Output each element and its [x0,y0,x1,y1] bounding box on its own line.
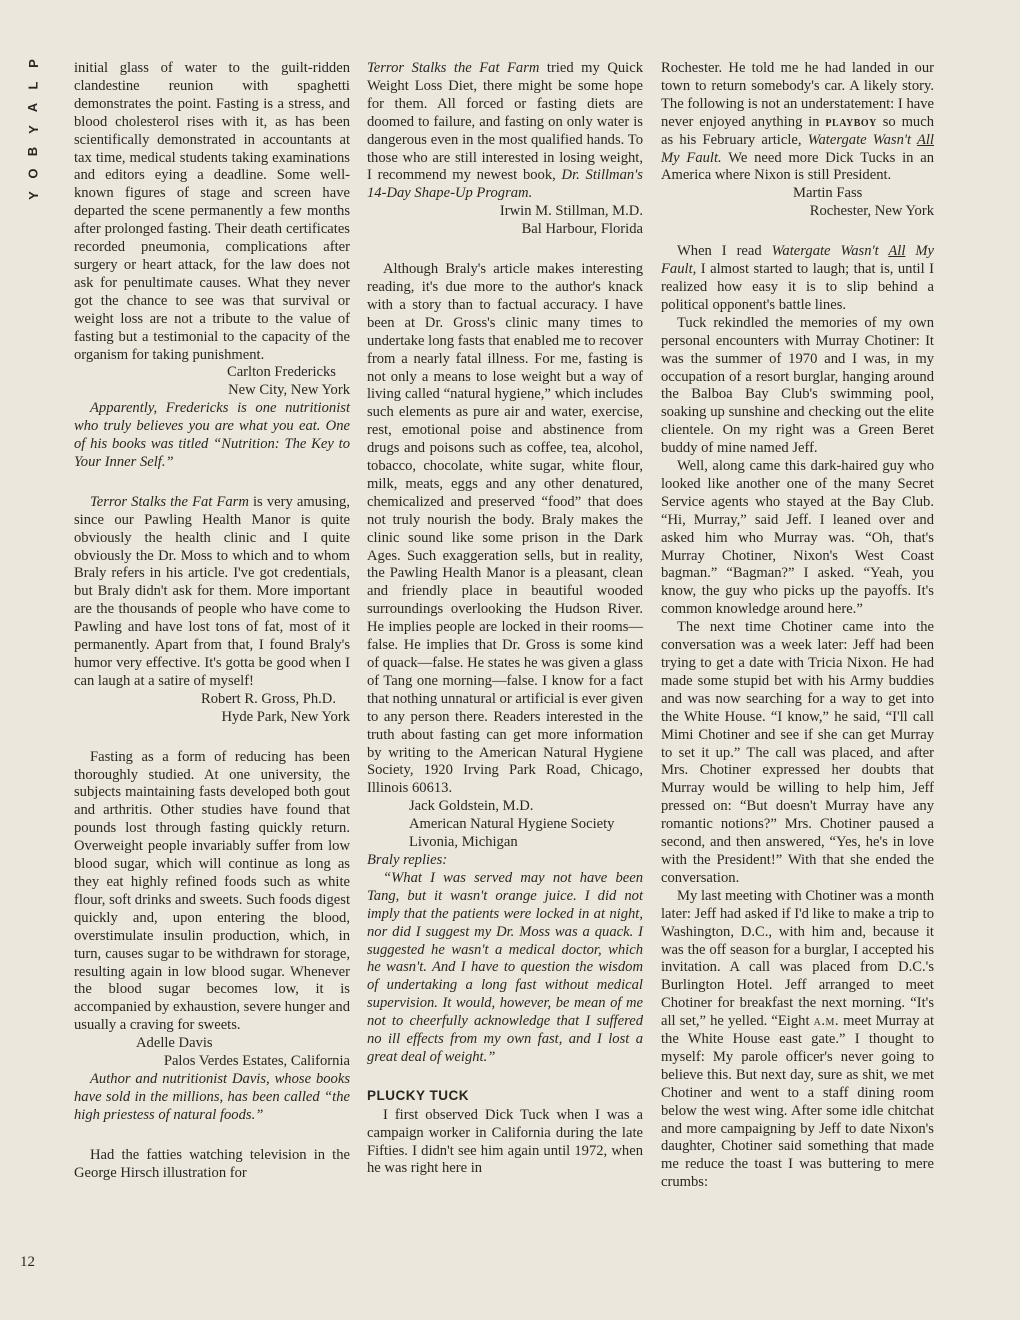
masthead-letter: O [25,168,41,179]
reply-intro: Braly replies: [367,851,448,868]
signature-place: Bal Harbour, Florida [521,221,643,238]
article-title: Terror Stalks the Fat Farm [90,493,249,510]
section-heading: PLUCKY TUCK [367,1087,470,1103]
masthead-letter: Y [25,191,41,200]
masthead [18,56,48,203]
masthead-letter: A [25,102,41,113]
editor-reply: Apparently, Fredericks is one nutritionist who truly believes you are what you eat. One of his books was titled “Nutrition: The Key to Your Inner Self.” [74,400,350,470]
letter-paragraph: Tuck rekindled the memories of my own personal encounters with Murray Chotiner: It was the summer of 1970 and I was, in my occupation of a resort burglar, hanging around the Balboa Bay Club's swimming pool, soaking up sunshine and checking out the elite clientele. On my right was a Green Beret buddy of mine named Jeff. [661,314,934,457]
letter-paragraph: When I read Watergate Wasn't All My Fault, I almost started to laugh; that is, until I realized how easy it is to slip behind a political opponent's battle lines. [661,243,934,313]
letter-paragraph: Had the fatties watching television in the George Hirsch illustration for [74,1146,350,1181]
masthead-letter: B [25,146,41,157]
article-title: Terror Stalks the Fat Farm [367,60,540,76]
book-title: Dr. Stillman's 14-Day Shape-Up Program. [367,167,643,202]
signature-place: New City, New York [228,382,350,399]
signature-place: Palos Verdes Estates, California [163,1053,350,1070]
letter-paragraph: Rochester. He told me he had landed in our town to return somebody's car. A likely story. The following is not an understatement: I have never enjoyed anything in playboy so much as his February article, Watergate Wasn't All My Fault. We need more Dick Tucks in an America where Nixon is still President. [661,60,934,184]
letter-paragraph: My last meeting with Chotiner was a month later: Jeff had asked if I'd like to make a trip to Washington, D.C., with him and, because it was the off season for a burglar, I accepted his invitation. A call was placed from D.C.'s Burlington Hotel. Jeff arranged to meet Chotiner for breakfast the next morning. “It's all set,” he yelled. “Eight a.m. meet Murray at the White House east gate.” I thought to myself: My parole officer's never going to believe this. But next day, sure as shit, we met Chotiner and went to a staff dining room below the west wing. After some idle chitchat and more campaigning by Jeff to date Nixon's daughter, Chotiner said something that made me reduce the toast I was buttering to mere crumbs: [661,887,934,1191]
magazine-name: playboy [825,113,877,130]
letter-paragraph: Although Braly's article makes interesting reading, it's due more to the author's knack with a story than to factual accuracy. I have been at Dr. Gross's clinic many times to undertake long fasts that enabled me to recover from a nearly fatal illness. For me, fasting is not only a means to lose weight but a way of living called “natural hygiene,” which includes such elements as pure air and water, exercise, rest, emotional poise and abstinence from drugs and poisons such as coffee, tea, alcohol, tobacco, chocolate, white sugar, white flour, milk, meats, eggs and any other denatured, chemicalized and preserved “food” that does not truly nourish the body. Braly makes the clinic sound like some prison in the Dark Ages. Such exaggeration sells, but in reality, the Pawling Health Manor is a pleasant, clean and friendly place in beautiful wooded surroundings overlooking the Hudson River. He implies people are locked in their rooms—false. He implies that Dr. Gross is some kind of quack—false. He states he was given a glass of Tang one morning—false. I know for a fact that nothing unnatural or artificial is ever given to any person there. Readers interested in the truth about fasting can get more information by writing to the American Natural Hygiene Society, 1920 Irving Park Road, Chicago, Illinois 60613. [367,261,643,797]
signature-name: Robert R. Gross, Ph.D. [201,690,336,707]
signature-place: Rochester, New York [809,203,934,220]
article-title: Watergate Wasn't All My Fault, [661,243,934,278]
letter-paragraph: Terror Stalks the Fat Farm tried my Quick Weight Loss Diet, there might be some hope for them. All forced or fasting diets are doomed to failure, and fasting on only water is dangerous even in the most qualified hands. To those who are still interested in losing weight, I recommend my newest book, Dr. Stillman's 14-Day Shape-Up Program. [367,60,643,202]
signature-place: Livonia, Michigan [409,834,518,851]
signature-name: Martin Fass [793,185,863,202]
masthead-letter: L [25,81,41,90]
letter-paragraph: Well, along came this dark-haired guy who looked like another one of the many Secret Service agents who stayed at the Bay Club. “Hi, Murray,” said Jeff. I leaned over and asked him who Murray was. “Oh, that's Murray Chotiner, Nixon's West Coast bagman.” “Bagman?” I asked. “Yeah, you know, the guy who picks up the payoffs. It's common knowledge around here.” [661,458,934,618]
letter-paragraph: I first observed Dick Tuck when I was a campaign worker in California during the late Fifties. I didn't see him again until 1972, when he was right here in [367,1106,643,1177]
signature-org: American Natural Hygiene Society [409,816,615,833]
signature-name: Adelle Davis [136,1035,213,1052]
time-abbrev: a.m. [813,1013,840,1030]
letter-paragraph: initial glass of water to the guilt-ridden clandestine reunion with spaghetti demonstrates the point. Fasting is a stress, and blood cholesterol rises with it, as has been scientifically demonstrated in accountants at tax time, medical students taking examinations and editors eying a deadline. Some well-known figures of stage and screen have departed the scene permanently a few months after prolonged fasting. Their death certificates recorded pneumonia, complications after surgery or heart attack, for the law does not ask for penultimate causes. What they never got the chance to see was that survival or weight loss are not a tribute to the value of fasting but a testimonial to the capacity of the organism for taking punishment. [74,60,350,363]
author-reply: “What I was served may not have been Tang, but it wasn't orange juice. I did not imply that the patients were locked in at night, nor did I suggest my Dr. Moss was a quack. I suggested he wasn't a medical doctor, which he wasn't. And I have to question the wisdom of undertaking a long fast without medical supervision. It would, however, be mean of me not to cheerfully acknowledge that I suffered no ill effects from my own fast, and I lost a great deal of weight.” [367,869,643,1065]
page-number: 12 [20,1254,35,1270]
letter-paragraph: Fasting as a form of reducing has been thoroughly studied. At one university, the subjects maintaining fasts developed both gout and arthritis. Other studies have found that pounds lost through fasting quickly return. Overweight people invariably suffer from low blood sugar, which will continue as long as they eat highly refined foods such as white flour, soft drinks and sweets. Such foods digest quickly and, upon entering the blood, overstimulate insulin production, which, in turn, causes sugar to be withdrawn for storage, resulting again in low blood sugar. Whenever the blood sugar becomes low, it is accompanied by exhaustion, severe hunger and usually a craving for sweets. [74,748,350,1034]
signature-place: Hyde Park, New York [221,708,350,725]
letter-paragraph: Terror Stalks the Fat Farm is very amusing, since our Pawling Health Manor is quite obviously the health clinic and I quite obviously the Dr. Moss to which and to whom Braly refers in his article. I've got credentials, but Braly didn't ask for them. More important are the thousands of people who have come to Pawling and have lost tons of fat, most of it permanently. Apart from that, I found Braly's humor very effective. It's gotta be good when I can laugh at a satire of myself! [74,493,350,689]
signature-name: Carlton Fredericks [226,364,336,381]
signature-name: Irwin M. Stillman, M.D. [499,203,643,220]
column-2 [367,60,643,1178]
letter-paragraph: The next time Chotiner came into the conversation was a week later: Jeff had been trying to get a date with Tricia Nixon. He had made some stupid bet with his Army buddies and was now searching for a way to get into the White House. “I know,” he said, “I'll call Mimi Chotiner and see if she can get Murray to set it up.” The call was placed, and after Mrs. Chotiner expressed her doubts that Murray would be willing to help him, Jeff pressed on: “But doesn't Murray have any romantic notions?” Mrs. Chotiner paused a second, and then answered, “Yes, he's in love with the President!” With that she ended the conversation. [661,619,934,886]
editor-reply: Author and nutritionist Davis, whose books have sold in the millions, has been called “the high priestess of natural foods.” [74,1070,350,1123]
column-3 [661,60,934,1192]
masthead-letter: P [25,59,41,68]
masthead-letter: Y [25,125,41,134]
signature-name: Jack Goldstein, M.D. [409,798,534,815]
article-title: Watergate Wasn't All My Fault. [661,131,934,166]
column-1 [74,60,350,1182]
